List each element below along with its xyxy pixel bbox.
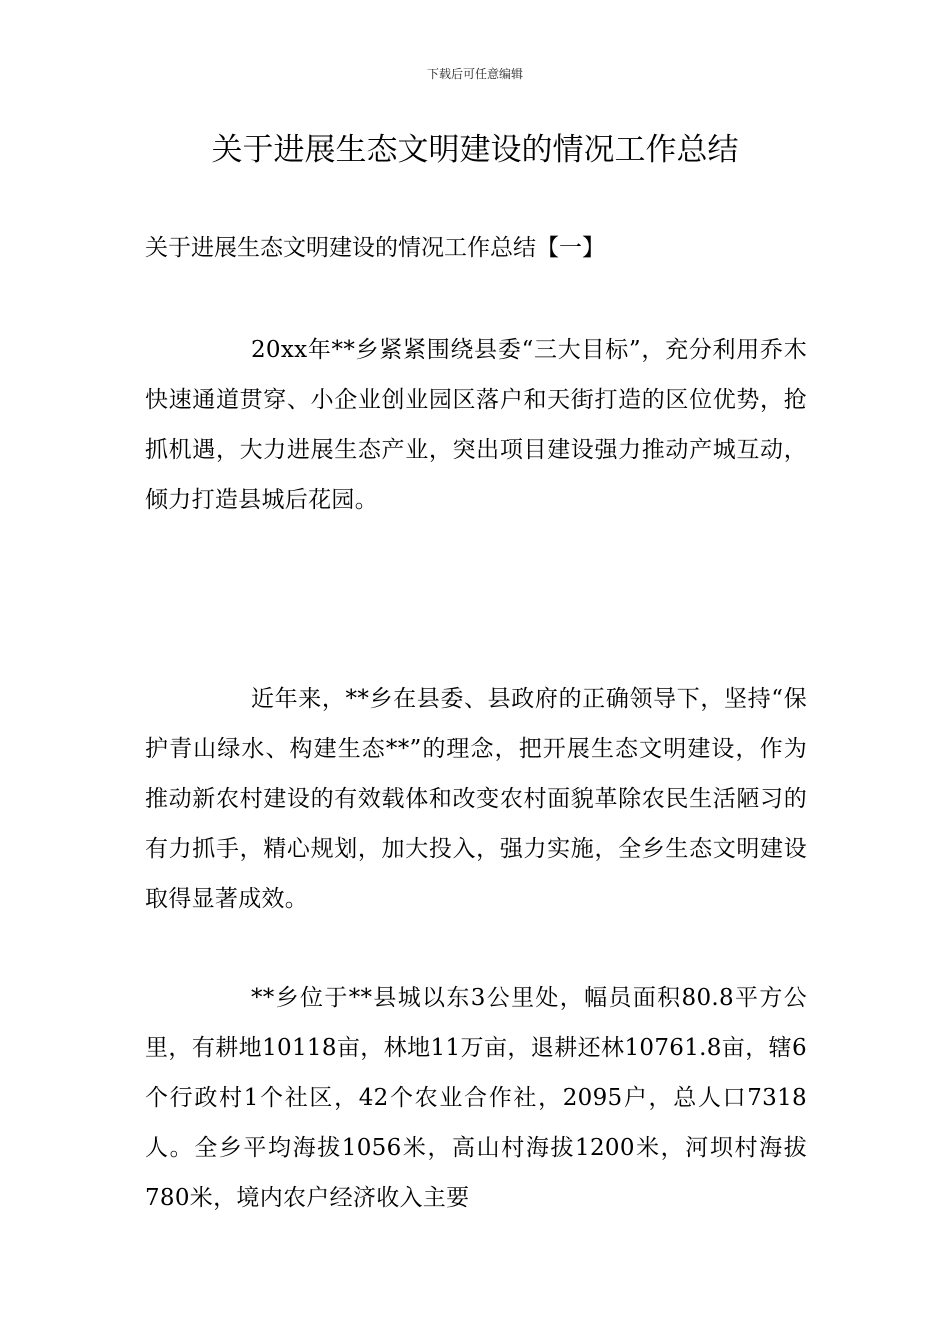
paragraph-3: **乡位于**县城以东3公里处，幅员面积80.8平方公里，有耕地10118亩，林地11万亩，退耕还林10761.8亩，辖6个行政村1个社区，42个农业合作社，2095户，总人口7318人。全乡平均海拔1056米，高山村海拔1200米，河坝村海拔780米，境内农户经济收入主要 [145,985,807,1211]
header-note: 下载后可任意编辑 [426,67,523,81]
paragraph-2: 近年来，**乡在县委、县政府的正确领导下，坚持“保护青山绿水、构建生态**”的理念，把开展生态文明建设，作为推动新农村建设的有效载体和改变农村面貌革除农民生活陋习的有力抓手，精心规划，加大投入，强力实施，全乡生态文明建设取得显著成效。 [145,686,807,912]
paragraph-1: 20xx年**乡紧紧围绕县委“三大目标”，充分利用乔木快速通道贯穿、小企业创业园区落户和天街打造的区位优势，抢抓机遇，大力进展生态产业，突出项目建设强力推动产城互动，倾力打造县城后花园。 [145,337,807,513]
section-subtitle: 关于进展生态文明建设的情况工作总结【一】 [145,235,605,261]
document-title: 关于进展生态文明建设的情况工作总结 [211,132,739,168]
